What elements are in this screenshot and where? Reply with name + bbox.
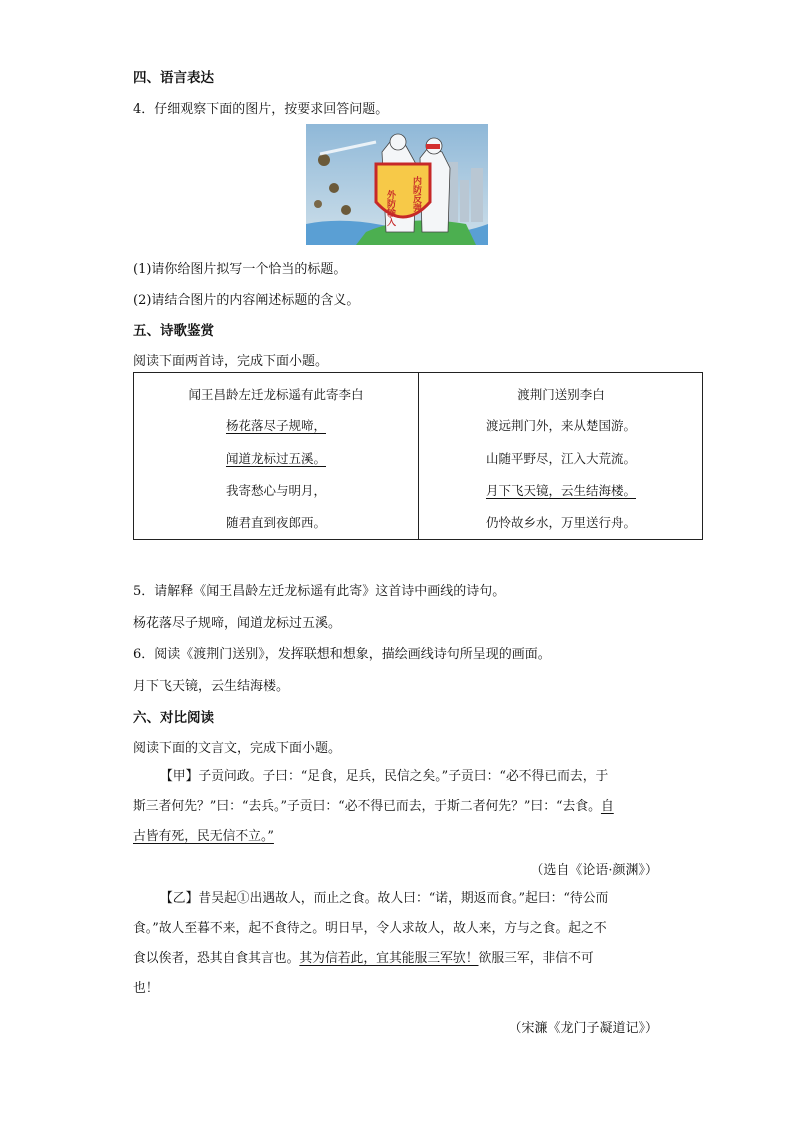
question-5: 5．请解释《闻王昌龄左迁龙标遥有此寄》这首诗中画线的诗句。 (133, 584, 506, 599)
sub-question-1: (1)请你给图片拟写一个恰当的标题。 (133, 262, 347, 277)
passage-jia-line-3: 古皆有死，民无信不立。” (133, 829, 274, 844)
passage-jia-source: （选自《论语·颜渊》） (530, 863, 658, 878)
question-5-text: 杨花落尽子规啼，闻道龙标过五溪。 (133, 616, 342, 631)
question-6-text: 月下飞天镜，云生结海楼。 (133, 679, 290, 694)
section-heading-6: 六、对比阅读 (133, 710, 214, 726)
passage-yi-line-1: 【乙】昔吴起①出遇故人，而止之食。故人曰：“诺，期返而食。”起曰：“待公而 (160, 891, 609, 906)
poem-1-line-2: 闻道龙标过五溪。 (225, 451, 326, 466)
poem-2-line-4: 仍怜故乡水，万里送行舟。 (485, 515, 636, 530)
poem-1-line-3: 我寄愁心与明月， (225, 483, 326, 498)
question-6: 6．阅读《渡荆门送别》，发挥联想和想象，描绘画线诗句所呈现的画面。 (133, 647, 551, 662)
section-heading-5: 五、诗歌鉴赏 (133, 323, 214, 339)
passage-yi-line-2: 食。”故人至暮不来，起不食待之。明日早，令人求故人，故人来，方与之食。起之不 (133, 921, 607, 936)
section-5-intro: 阅读下面两首诗，完成下面小题。 (133, 354, 329, 369)
question-4: 4．仔细观察下面的图片，按要求回答问题。 (133, 102, 389, 117)
passage-yi-line-3b: 其为信若此，宜其能服三军欤！ (299, 951, 479, 966)
svg-text:内防反弹: 内防反弹 (411, 176, 421, 212)
poem-table (133, 372, 703, 540)
sub-question-2: (2)请结合图片的内容阐述标题的含义。 (133, 293, 360, 308)
passage-yi-line-3a: 食以俟者，恐其自食其言也。 (133, 951, 300, 966)
passage-yi-line-3 (133, 944, 594, 973)
passage-yi-line-4: 也！ (133, 981, 159, 996)
passage-jia-line-2a: 斯三者何先？”曰：“去兵。”子贡曰：“必不得已而去，于斯二者何先？”曰：“去食。 (133, 799, 601, 814)
svg-text:外防输入: 外防输入 (385, 190, 395, 226)
poem-2-line-3: 月下飞天镜，云生结海楼。 (485, 483, 636, 498)
poem-1-line-4: 随君直到夜郎西。 (225, 515, 326, 530)
poem-2-title: 渡荆门送别李白 (517, 387, 605, 402)
poem-1-title: 闻王昌龄左迁龙标遥有此寄李白 (188, 387, 364, 402)
passage-jia-line-2b: 自 (600, 799, 614, 814)
poem-2-line-2: 山随平野尽，江入大荒流。 (485, 451, 636, 466)
passage-jia-line-1: 【甲】子贡问政。子曰：“足食，足兵，民信之矣。”子贡曰：“必不得已而去，于 (160, 769, 609, 784)
anti-epidemic-cartoon-image (306, 124, 488, 245)
poem-2-line-1: 渡远荆门外，来从楚国游。 (485, 418, 636, 433)
passage-yi-source: （宋濂《龙门子凝道记》） (508, 1021, 658, 1036)
passage-jia-line-2 (133, 792, 614, 821)
poem-1-line-1: 杨花落尽子规啼， (225, 418, 326, 433)
section-heading-4: 四、语言表达 (133, 70, 214, 86)
section-6-intro: 阅读下面的文言文，完成下面小题。 (133, 741, 342, 756)
passage-yi-line-3c: 欲服三军，非信不可 (478, 951, 594, 966)
